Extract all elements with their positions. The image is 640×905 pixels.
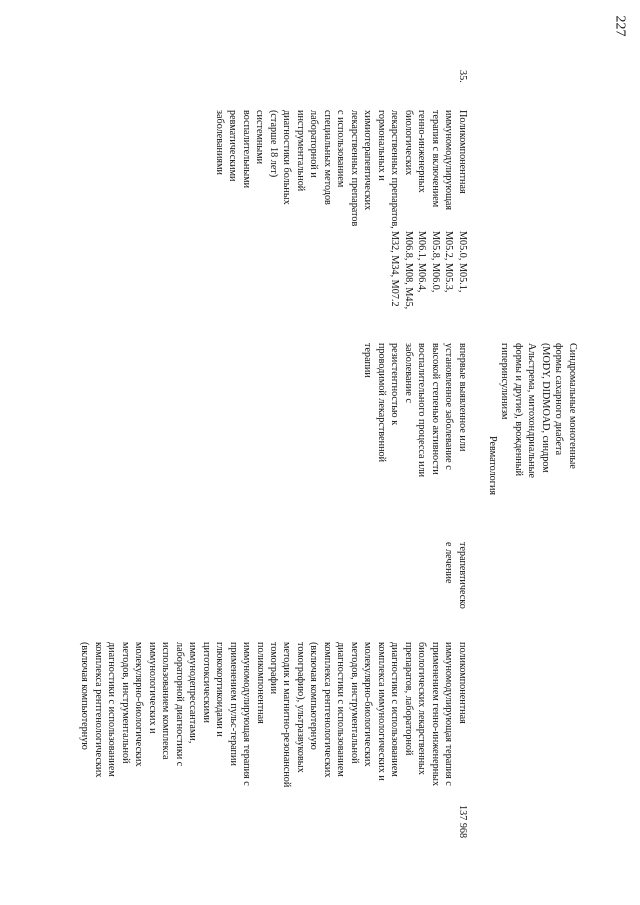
text-line: е лечение bbox=[443, 542, 455, 584]
text-line: резистентностью к bbox=[389, 343, 401, 426]
text-line: инструментальной bbox=[295, 110, 306, 192]
text-line: иммунологических и bbox=[147, 642, 158, 734]
previous-patient-model bbox=[498, 343, 579, 478]
text-line: воспалительного процесса или bbox=[416, 343, 428, 478]
treatment-method-2 bbox=[78, 642, 267, 786]
page-number: 227 bbox=[612, 15, 627, 37]
text-line: методов, инструментальной bbox=[349, 642, 360, 764]
text-line: (старше 18 лет) bbox=[268, 110, 279, 178]
text-line: системными bbox=[254, 110, 266, 165]
text-line: применением пульс-терапии bbox=[228, 642, 239, 766]
text-line: диагностики с использованием bbox=[335, 642, 347, 777]
text-line: химиотерапевтических bbox=[362, 110, 374, 211]
text-line: томографии bbox=[268, 642, 279, 695]
patient-model-cell bbox=[361, 343, 469, 477]
text-line: глюкокортикоидами и bbox=[214, 642, 226, 737]
text-line: Поликомпонентная bbox=[457, 110, 468, 194]
text-line: томографию), ультразвуковых bbox=[295, 642, 306, 773]
text-line: молекулярно-биологических bbox=[362, 642, 374, 767]
text-line: методик и магнитно-резонансной bbox=[281, 642, 293, 788]
text-line: поликомпонентная bbox=[255, 642, 266, 724]
text-line: иммуномодулирующая bbox=[443, 110, 455, 211]
text-line: воспалительными bbox=[241, 110, 252, 189]
mkb-codes-cell bbox=[388, 231, 469, 309]
text-line: с использованием bbox=[335, 110, 347, 188]
text-line: терапии bbox=[362, 343, 374, 378]
text-line: (включая компьютерную bbox=[308, 642, 320, 750]
text-line: терапевтическо bbox=[457, 542, 468, 609]
text-line: лекарственных препаратов bbox=[349, 110, 360, 227]
text-line: установленное заболевание с bbox=[443, 343, 455, 470]
text-line: иммуномодулирующая терапия с bbox=[241, 642, 253, 786]
text-line: специальных методов bbox=[322, 110, 333, 205]
text-line: иммунодепрессантами, bbox=[187, 642, 199, 744]
text-line: M05.2, M05.3, bbox=[443, 231, 455, 293]
text-line: терапия с включением bbox=[430, 110, 441, 208]
text-line: диагностики с использованием bbox=[389, 642, 401, 777]
text-line: диагностики с использованием bbox=[106, 642, 118, 777]
text-line: M05.8, M06.0, bbox=[430, 231, 441, 293]
text-line: лекарственных препаратов, bbox=[389, 110, 401, 229]
text-line: диагностики больных bbox=[281, 110, 293, 205]
text-line: цитотоксическими bbox=[201, 642, 212, 723]
text-line: препаратов, лабораторной bbox=[403, 642, 414, 756]
text-line: Альстрема, митохондриальные bbox=[526, 343, 538, 478]
text-line: комплекса рентгенологических bbox=[93, 642, 104, 778]
text-line: иммуномодулирующая терапия с bbox=[443, 642, 455, 786]
text-line: методов, инструментальной bbox=[120, 642, 131, 764]
treatment-type-cell bbox=[442, 542, 469, 609]
text-line: Синдромальные моногенные bbox=[567, 343, 578, 469]
text-line: M06.8, M08, M45, bbox=[403, 231, 414, 310]
text-line: M05.0, M05.1, bbox=[457, 231, 468, 293]
text-line: заболевание с bbox=[403, 343, 414, 403]
text-line: заболеваниями bbox=[214, 110, 225, 175]
method-name-cell bbox=[213, 110, 470, 229]
cost-cell: 137 968 bbox=[457, 805, 468, 839]
text-line: применением генно-инженерных bbox=[430, 642, 441, 787]
text-line: M32, M34, M07.2 bbox=[389, 231, 401, 307]
text-line: формы сахарного диабета bbox=[553, 343, 565, 456]
text-line: лабораторной диагностики с bbox=[174, 642, 185, 767]
text-line: поликомпонентная bbox=[457, 642, 468, 724]
text-line: лабораторной и bbox=[308, 110, 320, 178]
text-line: M06.1, M06.4, bbox=[416, 231, 428, 293]
text-line: комплекса иммунологических и bbox=[376, 642, 387, 781]
text-line: генно-инженерных bbox=[416, 110, 428, 193]
text-line: использованием комплекса bbox=[160, 642, 172, 760]
text-line: гормональных и bbox=[376, 110, 387, 181]
text-line: формы и другие), врожденный bbox=[513, 343, 524, 477]
row-number: 35. bbox=[457, 70, 468, 83]
treatment-method-1 bbox=[267, 642, 470, 787]
text-line: комплекса рентгенологических bbox=[322, 642, 333, 778]
text-line: гиперинсулинизм bbox=[499, 343, 511, 420]
text-line: проводимой лекарственной bbox=[376, 343, 387, 463]
text-line: биологических bbox=[403, 110, 414, 176]
section-title: Ревматология bbox=[487, 436, 498, 496]
text-line: высокой степенью активности bbox=[430, 343, 441, 475]
text-line: (MODY, DIDMOAD, синдром bbox=[540, 343, 551, 473]
text-line: (включая компьютерную bbox=[79, 642, 91, 750]
text-line: молекулярно-биологических bbox=[133, 642, 145, 767]
text-line: ревматическими bbox=[227, 110, 239, 182]
text-line: биологических лекарственных bbox=[416, 642, 428, 775]
text-line: впервые выявленное или bbox=[457, 343, 468, 452]
